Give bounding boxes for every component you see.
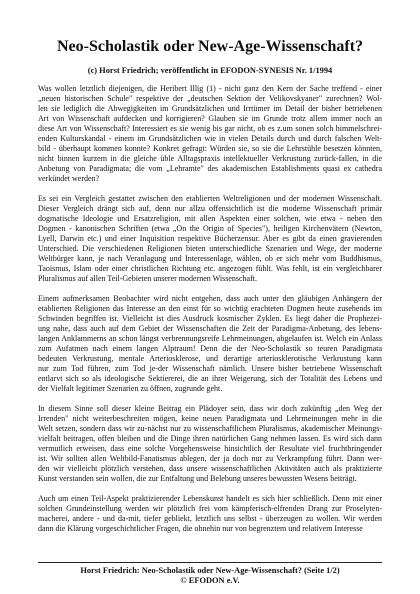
byline: (c) Horst Friedrich; veröffentlicht in EFODON-SYNESIS Nr. 1/1994 [87, 66, 333, 75]
text-line: Weltbürger kann, je nach Veranlagung und Interessenlage, wählen, ob er sich mehr vom Buddhismus, [38, 254, 382, 263]
text-line: der Vielfalt legitimer Szenarien zu öffnen, zugrunde geht. [38, 384, 223, 393]
text-line: Schwinden begriffen ist. Vielleicht ist dies Ausdruck kosmischer Zyklen. Es liegt daher die Prophezei- [38, 314, 382, 323]
text-line: nur zum Tod führen, zum Tod je-der Wissenschaft nämlich. Unsere bisher betriebene Wissenschaft [38, 364, 382, 373]
text-line: Pluralismus auf allen Teil-Gebieten unserer modernen Wissenschaft. [38, 274, 257, 283]
text-line: enden Kulturskandal - einem im Grundsätzlichen wie in vielen Details durch und durch falschen Welt- [38, 134, 382, 143]
text-line: Anbetung von Paradigmata; die vom „Lehramte" des akademischen Establishments quasi ex cathedra [38, 164, 382, 173]
text-line: nicht binnen kurzem in die gleiche üble Alltagspraxis intellektueller Verkrustung zurück-fallen, in die [38, 154, 382, 163]
paragraph [38, 84, 382, 184]
paragraph [38, 194, 382, 284]
article-body [38, 84, 382, 544]
text-line: Taoismus, Islam oder einer christlichen Richtung etc. angezogen fühlt. Was fehlt, ist ein vergleichbarer [38, 264, 382, 273]
text-line: Lyell, Darwin etc.) und einer Inquisition respektive Bücherzensur. Aber es gibt da einen gravierenden [38, 234, 382, 243]
text-line: bedeuten Verkrustung, mentale Arteriosklerose, und derartige arteriosklerotische Verkrustung kann [38, 354, 382, 363]
text-line: vermutlich erweisen, dass eine solche Vorgehensweise hinsichtlich der Resultate viel fruchtbringender [38, 444, 382, 453]
text-line: Irrenden" nicht weiterbeschreiten mögen, keine neuen Paradigmata und Lehrmeinungen mehr in die [38, 414, 382, 423]
text-line: „neuen historischen Schule" respektive der „deutschen Sektion der Velikovskyaner" zurechnen? Wol- [38, 94, 382, 103]
text-line: langen Anklammerns an schon längst verbrennungsreife Lehrmeinungen, abgelaufen ist. Welch ein Anlass [38, 334, 382, 343]
footer-divider [38, 562, 382, 563]
text-line: len sie lediglich die Abwegigkeiten im Grundsätzlichen und Irrtümer im Detail der bisher betriebenen [38, 104, 382, 113]
text-line: dogmatische Ideologie und Ersatzreligion, mit allen Aspekten einer solchen, wie etwa - neben den [38, 214, 382, 223]
text-line: diese Art von Wissenschaft? Interessiert es sie wenig bis gar nicht, ob es z.um sonen solch himmelschrei- [38, 124, 382, 133]
paragraph [38, 494, 382, 534]
text-line: Unterschied. Die verschiedenen Religionen bieten unterschiedliche Szenarien und Wege, der moderne [38, 244, 382, 253]
text-line: etablierten Religionen das Interesse an den einst für so wichtig erachteten Dogmen heute zusehends im [38, 304, 382, 313]
paragraph [38, 404, 382, 484]
footer-citation: Horst Friedrich: Neo-Scholastik oder New-Age-Wissenschaft? (Seite 1/2) [80, 566, 340, 575]
paragraph [38, 294, 382, 394]
page-footer [20, 566, 400, 586]
text-line: Welt setzen, sondern dass wir zu-nächst nur zu wissenschaftlichem Pluralismus, akademischer Meinungs- [38, 424, 382, 433]
footer-copyright: © EFODON e.V. [180, 576, 240, 585]
text-line: Es sei ein Vergleich gestattet zwischen den etablierten Weltreligionen und der modernen Wissenschaft. [38, 194, 382, 203]
text-line: Auch um einen Teil-Aspekt praktizierender Lebenskunst handelt es sich hier schließlich. Denn mit einer [38, 494, 382, 503]
text-line: entlarvt sich so als ideologische Sektiererei, die an ihrer Weigerung, sich der Totalität des Lebens und [38, 374, 382, 383]
text-line: Dieser Vergleich drängt sich auf, denn nur allzu offensichtlich ist die moderne Wissenschaft primär [38, 204, 382, 213]
text-line: den wir vielleicht plötzlich verstehen, dass unsere wissenschaftlichen Aktivitäten auch als praktizierte [38, 464, 382, 473]
text-line: macherei, andere - und da-mit, tiefer gebliekt, letztlich uns selbst - überzeugen zu wollen. Wir werden [38, 514, 382, 523]
text-line: solchen Grundeinstellung werden wir plötzlich frei vom kämpferisch-elfrenden Drang zur Proselyten- [38, 504, 382, 513]
text-line: Dogmen - kanonischen Schriften (etwa „On the Origin of Species"), heiligen Kirchenvätern (Newton, [38, 224, 382, 233]
text-line: dann die Klärung vorgeschichtlicher Fragen, die ohnehin nur von begrenztem und relativem Interesse [38, 524, 363, 533]
text-line: ist. Wir sollten allen Weltbild-Fanatismus ablegen, der ja doch nur zu Verkrampfung führt. Dann wer- [38, 454, 382, 463]
text-line: bild - überhaupt kommen konnte? Konkret gefragt: Würden sie, so sie die Lehrstühle besetzen könnten, [38, 144, 382, 153]
page-title: Neo-Scholastik oder New-Age-Wissenschaft? [56, 38, 364, 55]
text-line: Kunst verstanden sein wollen, die zur Entfaltung und Belebung unseres bewussten Wesens beiträgt. [38, 474, 357, 483]
text-line: Was wollen letztlich diejenigen, die Heribert Illig (1) - nicht ganz den Kern der Sache treffend - einer [38, 84, 382, 93]
text-line: Art von Wissenschaft aufdecken und korrigieren? Glauben sie im Grunde trotz allem immer noch an [38, 114, 382, 123]
text-line: ung nahe, dass auch auf dem Gebiet der Wissenschaften die Zeit der Paradigma-Anbetung, des lebens- [38, 324, 382, 333]
text-line: vielfalt beitragen, offen bleiben und die Dinge ihren natürlichen Gang nehmen lassen. Es wird sich dann [38, 434, 382, 443]
text-line: Einem aufmerksamen Beobachter wird nicht entgehen, dass auch unter den gläubigen Anhängern der [38, 294, 382, 303]
text-line: verkündet werden? [38, 174, 100, 183]
text-line: In diesem Sinne soll dieser kleine Beitrag ein Plädoyer sein, dass wir doch zukünftig „den Weg der [38, 404, 382, 413]
text-line: zum Aufatmen nach einem langen Alptraum! Denn die der Neo-Scholastik so teuren Paradigmata [38, 344, 382, 353]
